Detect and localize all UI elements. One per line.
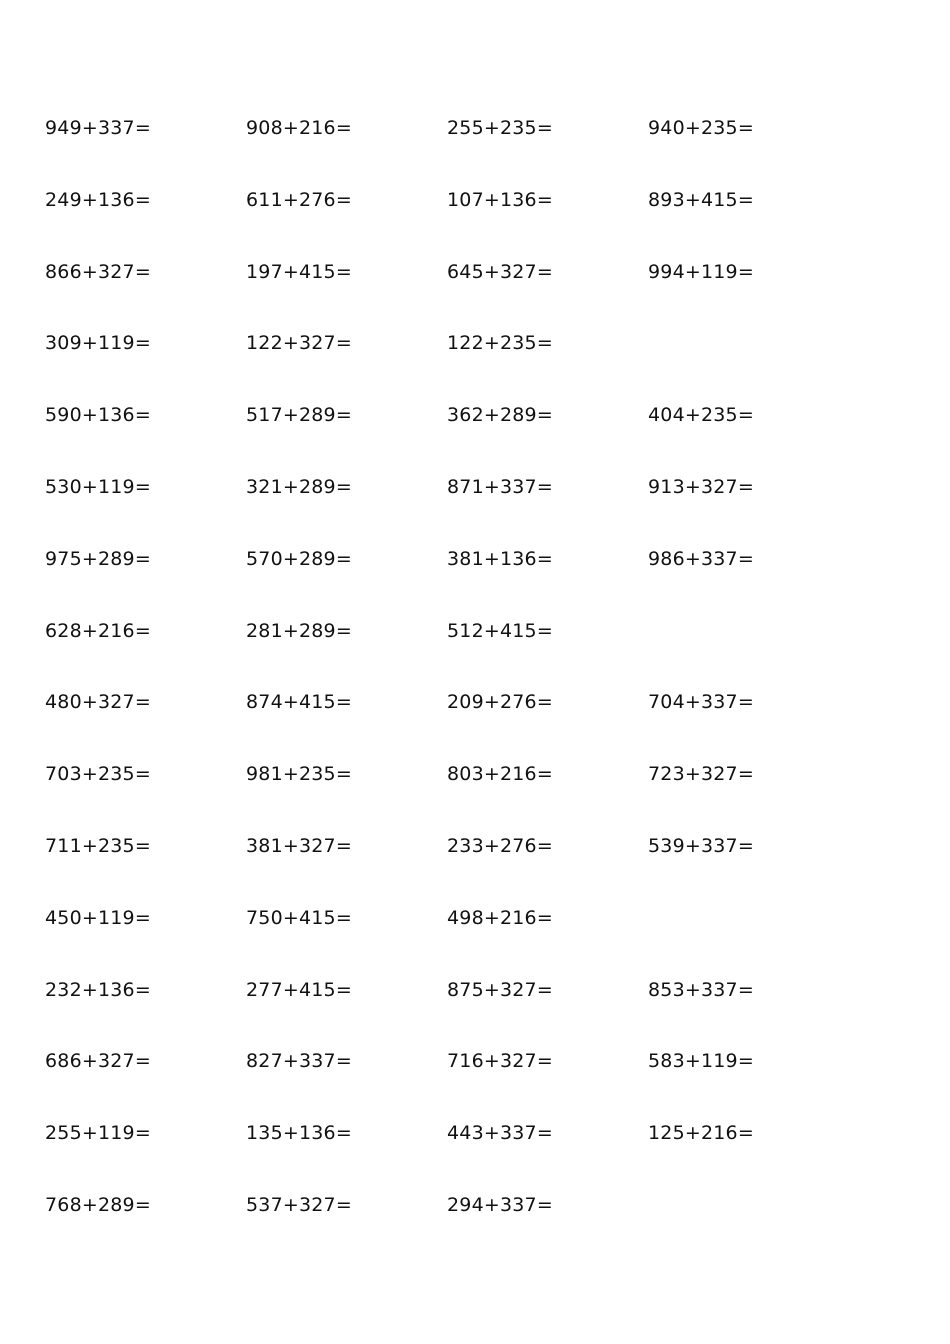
addition-problem: 986+337= [648,547,754,570]
problem-row [45,688,905,760]
addition-problem: 443+337= [447,1122,553,1145]
problem-row [45,186,905,258]
addition-problem: 233+276= [447,834,553,857]
addition-problem: 913+327= [648,475,754,498]
addition-problem: 249+136= [45,188,151,211]
addition-problem: 277+415= [246,978,352,1001]
addition-problem: 750+415= [246,906,352,929]
problem-row [45,832,905,904]
addition-problem: 309+119= [45,332,151,355]
problem-row [45,617,905,689]
addition-problem: 704+337= [648,691,754,714]
addition-problem: 645+327= [447,260,553,283]
addition-problem: 975+289= [45,547,151,570]
addition-problem: 232+136= [45,978,151,1001]
addition-problem: 480+327= [45,691,151,714]
addition-problem: 197+415= [246,260,352,283]
addition-problem: 498+216= [447,906,553,929]
addition-problem: 362+289= [447,404,553,427]
addition-problem: 940+235= [648,117,754,139]
problem-row [45,1119,905,1191]
addition-problem: 512+415= [447,619,553,642]
addition-problem: 321+289= [246,475,352,498]
addition-problem: 122+327= [246,332,352,355]
addition-problem: 590+136= [45,404,151,427]
problem-row [45,473,905,545]
addition-problem: 537+327= [246,1193,352,1216]
addition-problem: 255+119= [45,1122,151,1145]
problem-row [45,1047,905,1119]
problem-row [45,976,905,1048]
addition-problem: 874+415= [246,691,352,714]
addition-problem: 517+289= [246,404,352,427]
addition-problem: 949+337= [45,117,151,139]
problem-grid [45,114,905,1263]
addition-problem: 628+216= [45,619,151,642]
addition-problem: 686+327= [45,1050,151,1073]
addition-problem: 994+119= [648,260,754,283]
addition-problem: 404+235= [648,404,754,427]
addition-problem: 294+337= [447,1193,553,1216]
addition-problem: 381+327= [246,834,352,857]
addition-problem: 768+289= [45,1193,151,1216]
addition-problem: 827+337= [246,1050,352,1073]
addition-problem: 611+276= [246,188,352,211]
addition-problem: 703+235= [45,763,151,786]
addition-problem: 875+327= [447,978,553,1001]
addition-problem: 866+327= [45,260,151,283]
addition-problem: 893+415= [648,188,754,211]
addition-problem: 716+327= [447,1050,553,1073]
addition-problem: 981+235= [246,763,352,786]
problem-row [45,1191,905,1263]
addition-problem: 539+337= [648,834,754,857]
addition-problem: 711+235= [45,834,151,857]
addition-problem: 255+235= [447,117,553,139]
addition-problem: 107+136= [447,188,553,211]
problem-row [45,401,905,473]
addition-problem: 530+119= [45,475,151,498]
problem-row [45,904,905,976]
addition-problem: 281+289= [246,619,352,642]
addition-problem: 209+276= [447,691,553,714]
addition-problem: 853+337= [648,978,754,1001]
problem-row [45,114,905,186]
problem-row [45,258,905,330]
problem-row [45,760,905,832]
addition-problem: 871+337= [447,475,553,498]
addition-problem: 135+136= [246,1122,352,1145]
addition-problem: 583+119= [648,1050,754,1073]
addition-problem: 570+289= [246,547,352,570]
addition-problem: 125+216= [648,1122,754,1145]
problem-row [45,545,905,617]
addition-problem: 723+327= [648,763,754,786]
addition-problem: 122+235= [447,332,553,355]
addition-problem: 908+216= [246,117,352,139]
addition-problem: 381+136= [447,547,553,570]
addition-problem: 803+216= [447,763,553,786]
problem-row [45,329,905,401]
addition-problem: 450+119= [45,906,151,929]
